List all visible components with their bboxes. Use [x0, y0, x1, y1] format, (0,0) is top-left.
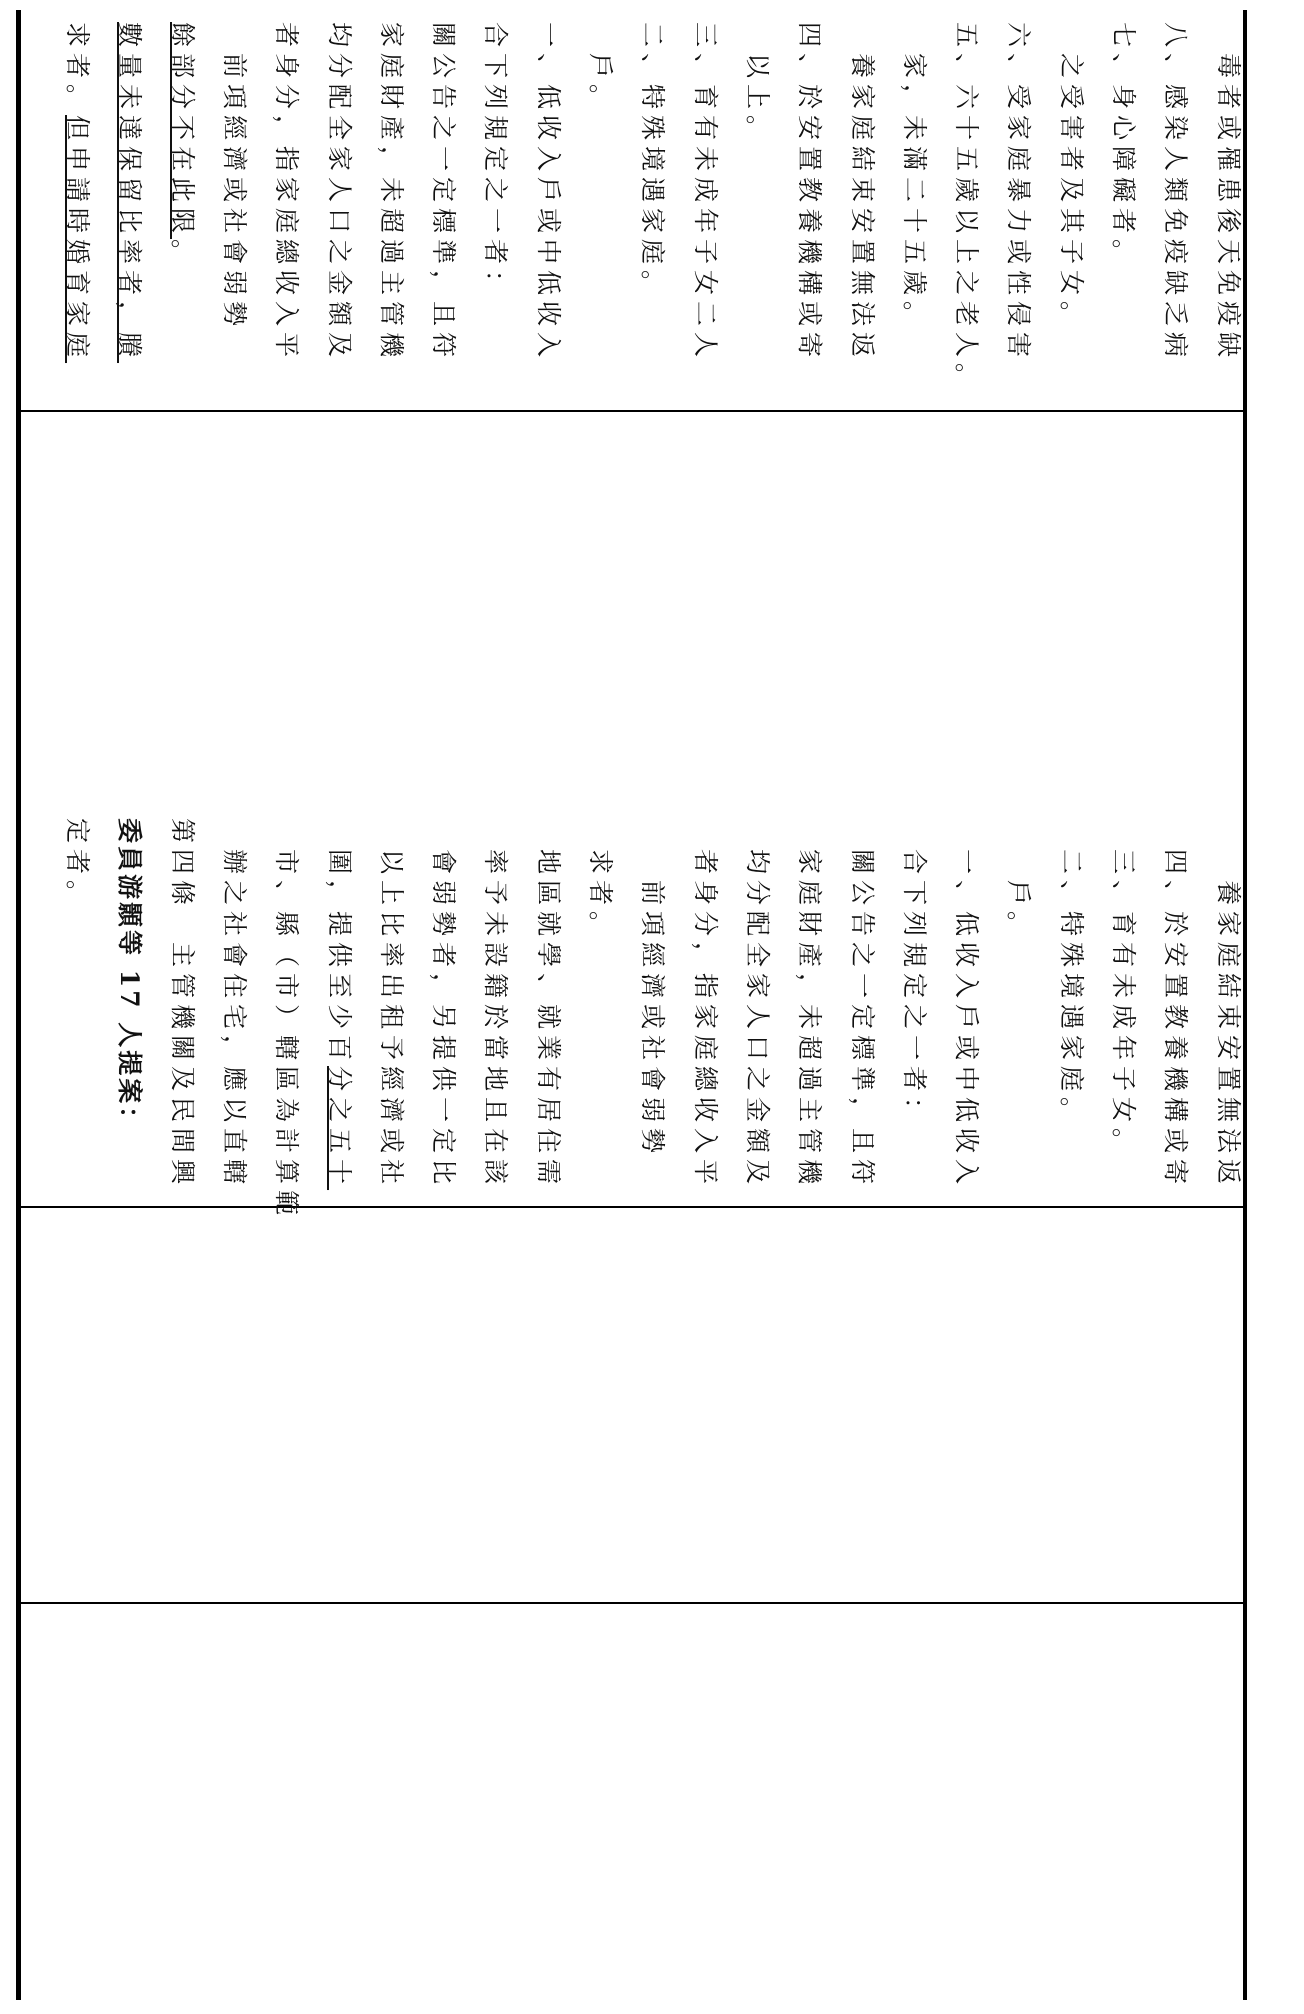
text-line: 數量未達保留比率者，賸: [115, 22, 145, 364]
text-line: 之受害者及其子女。: [1056, 22, 1086, 333]
text-line: 第四條 主管機關及民間興: [167, 818, 197, 1191]
text-line: 前項經濟或社會弱勢: [219, 22, 249, 333]
proposal-heading: 委員游顥等 17 人提案：: [115, 818, 145, 1135]
text-line: 五、六十五歲以上之老人。: [952, 22, 982, 395]
text-line: 養家庭結束安置無法返: [1213, 818, 1243, 1191]
text-line: 均分配全家人口之金額及: [324, 22, 354, 364]
text-line: 一、低收入戶或中低收入: [952, 818, 982, 1191]
text-line: 以上比率出租予經濟或社: [376, 818, 406, 1191]
text-line: 餘部分不在此限。: [167, 22, 197, 271]
row-divider-1: [20, 410, 1244, 412]
text-line: 三、育有未成年子女。: [1109, 818, 1138, 1160]
text-line: 毒者或罹患後天免疫缺: [1213, 22, 1243, 364]
text-line: 四、於安置教養機構或寄: [795, 22, 825, 364]
text-line: 三、育有未成年子女二人: [690, 22, 720, 364]
text-line: 以上。: [742, 22, 772, 147]
text-line: 率予未設籍於當地且在該: [481, 818, 511, 1191]
text-line: 家庭財產，未超過主管機: [795, 818, 825, 1191]
bottom-text-panel: [28, 812, 1243, 1222]
text-line: 定者。: [63, 818, 92, 912]
text-line: 家，未滿二十五歲。: [899, 22, 929, 333]
row-divider-2: [20, 1206, 1244, 1208]
text-line: 均分配全家人口之金額及: [742, 818, 772, 1191]
text-line: 辦之社會住宅，應以直轄: [219, 818, 249, 1191]
row-divider-3: [20, 1602, 1244, 1604]
left-border-rule: [16, 10, 21, 2000]
text-line: 六、受家庭暴力或性侵害: [1004, 22, 1034, 364]
text-line: 圍，提供至少百分之五十: [324, 818, 354, 1191]
text-line: 二、特殊境遇家庭。: [638, 22, 668, 302]
top-text-panel: [28, 16, 1243, 404]
text-line: 者身分，指家庭總收入平: [272, 22, 302, 364]
text-line: 合下列規定之一者：: [899, 818, 929, 1129]
text-line: 家庭財產，未超過主管機: [376, 22, 406, 364]
text-line: 合下列規定之一者：: [481, 22, 511, 302]
text-line: 二、特殊境遇家庭。: [1056, 818, 1086, 1129]
text-line: 八、感染人類免疫缺乏病: [1161, 22, 1191, 364]
text-line: 者身分，指家庭總收入平: [690, 818, 720, 1191]
right-border-rule: [1243, 10, 1247, 2000]
text-line: 關公告之一定標準，且符: [429, 22, 459, 364]
text-line: 市、縣（市）轄區為計算範: [272, 818, 302, 1222]
text-line: 會弱勢者，另提供一定比: [429, 818, 459, 1191]
text-line: 養家庭結束安置無法返: [847, 22, 877, 364]
text-line: 戶。: [1004, 818, 1034, 943]
text-line: 一、低收入戶或中低收入: [533, 22, 563, 364]
text-line: 地區就學、就業有居住需: [533, 818, 563, 1191]
text-line: 四、於安置教養機構或寄: [1161, 818, 1191, 1191]
text-line: 求者。: [586, 818, 615, 943]
text-line: 關公告之一定標準，且符: [847, 818, 877, 1191]
text-line: 求者。但申請時婚育家庭: [63, 22, 92, 364]
text-line: 戶。: [586, 22, 615, 116]
text-line: 前項經濟或社會弱勢: [638, 818, 668, 1160]
text-line: 七、身心障礙者。: [1109, 22, 1138, 271]
